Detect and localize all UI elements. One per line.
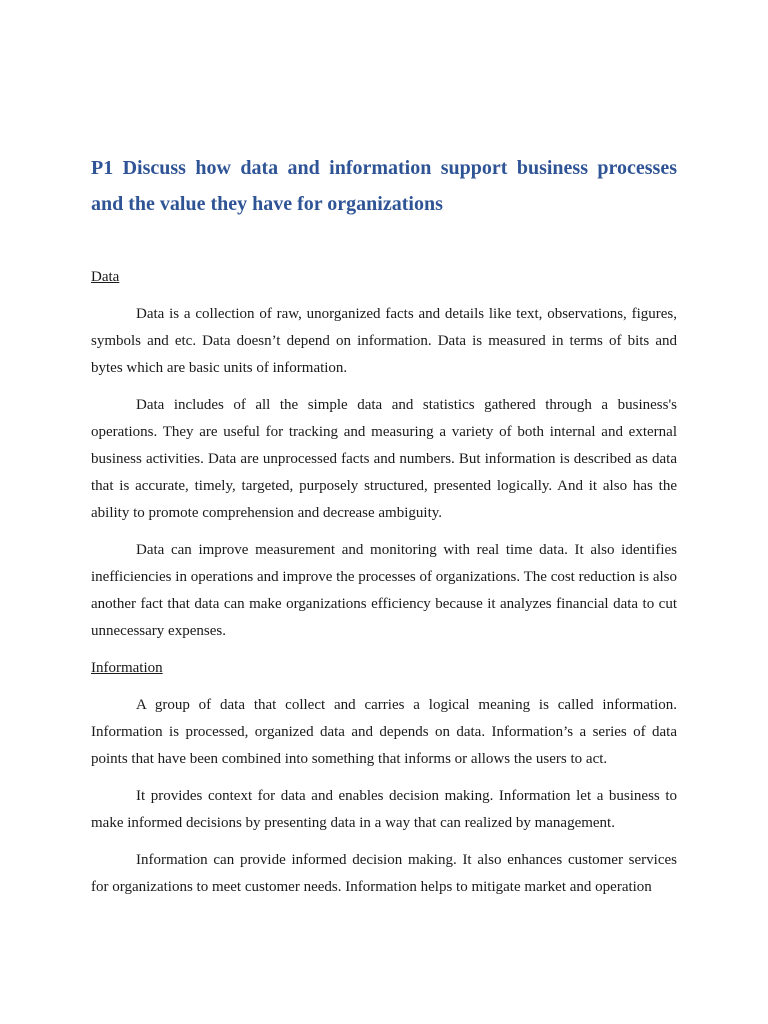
paragraph: A group of data that collect and carries a logical meaning is called information. Information is processed, organized data and depends on data. Information’s a series of data points that have been combined into something that informs or allows the users to act. (91, 697, 677, 767)
document-heading: P1 Discuss how data and information support business processes and the value they have for organizations (91, 157, 677, 215)
paragraph: Data can improve measurement and monitoring with real time data. It also identifies inefficiencies in operations and improve the processes of organizations. The cost reduction is also another fact that data can make organizations efficiency because it analyzes financial data to cut unnecessary expenses. (91, 542, 677, 639)
paragraph: It provides context for data and enables decision making. Information let a business to make informed decisions by presenting data in a way that can realized by management. (91, 788, 677, 831)
document-page (91, 150, 677, 901)
paragraph: Data includes of all the simple data and statistics gathered through a business's operations. They are useful for tracking and measuring a variety of both internal and external business activities. Data are unprocessed facts and numbers. But information is described as data that is accurate, timely, targeted, purposely structured, presented logically. And it also has the ability to promote comprehension and decrease ambiguity. (91, 397, 677, 521)
section-title-information: Information (91, 660, 163, 676)
paragraph: Information can provide informed decision making. It also enhances customer services for organizations to meet customer needs. Information helps to mitigate market and operation (91, 852, 677, 895)
section-title-data: Data (91, 269, 120, 285)
paragraph: Data is a collection of raw, unorganized facts and details like text, observations, figures, symbols and etc. Data doesn’t depend on information. Data is measured in terms of bits and bytes which are basic units of information. (91, 306, 677, 376)
